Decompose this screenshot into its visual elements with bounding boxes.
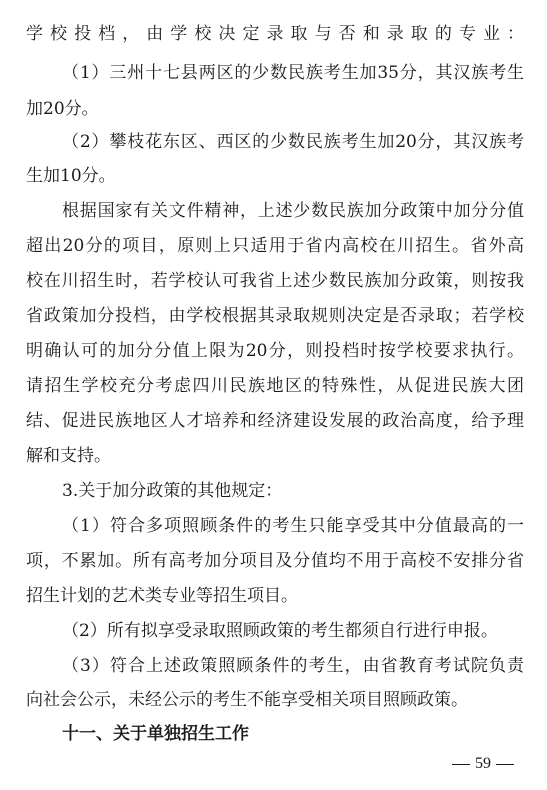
text-line: 项，不累加。所有高考加分项目及分值均不用于高校不安排分省: [26, 551, 524, 571]
page-number-value: 59: [475, 755, 491, 772]
text-line: （2）所有拟享受录取照顾政策的考生都须自行进行申报。: [62, 621, 498, 641]
dash-right: [496, 764, 514, 765]
text-line: 生加10分。: [26, 166, 116, 186]
text-line: 结、促进民族地区人才培养和经济建设发展的政治高度，给予理: [26, 411, 524, 431]
page-number: [438, 752, 528, 776]
text-line: 解和支持。: [26, 446, 111, 466]
text-line: 超出20分的项目，原则上只适用于省内高校在川招生。省外高: [26, 236, 524, 256]
text-line: 明确认可的加分分值上限为20分，则投档时按学校要求执行。: [26, 341, 524, 361]
text-line: 加20分。: [26, 99, 99, 119]
text-line: （1）符合多项照顾条件的考生只能享受其中分值最高的一: [62, 516, 524, 536]
text-line: 学校投档，由学校决定录取与否和录取的专业：: [26, 24, 524, 44]
dash-left: [452, 764, 470, 765]
text-line: 向社会公示，未经公示的考生不能享受相关项目照顾政策。: [26, 690, 468, 710]
text-line: 3.关于加分政策的其他规定：: [62, 481, 283, 501]
text-line: 校在川招生时，若学校认可我省上述少数民族加分政策，则按我: [26, 271, 524, 291]
text-line: （2）攀枝花东区、西区的少数民族考生加20分，其汉族考: [62, 132, 524, 152]
text-line: （3）符合上述政策照顾条件的考生，由省教育考试院负责: [62, 656, 524, 676]
text-line: 根据国家有关文件精神，上述少数民族加分政策中加分分值: [62, 201, 524, 221]
text-line: （1）三州十七县两区的少数民族考生加35分，其汉族考生: [62, 63, 524, 83]
text-line: 请招生学校充分考虑四川民族地区的特殊性，从促进民族大团: [26, 376, 524, 396]
text-line: 招生计划的艺术类专业等招生项目。: [26, 586, 298, 606]
section-heading: 十一、关于单独招生工作: [62, 724, 249, 744]
text-line: 省政策加分投档，由学校根据其录取规则决定是否录取；若学校: [26, 306, 524, 326]
